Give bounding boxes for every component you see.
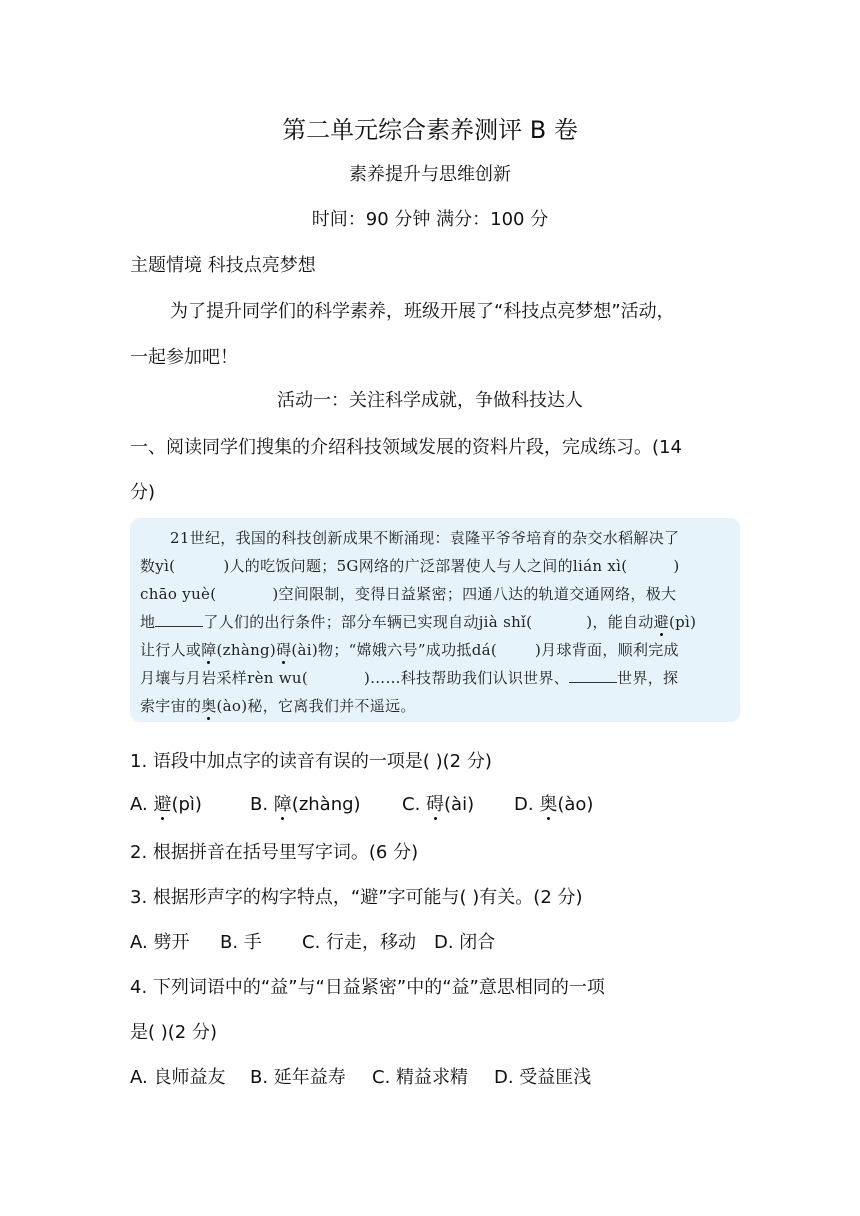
question-4-line-1: 4. 下列词语中的“益”与“日益紧密”中的“益”意思相同的一项: [130, 977, 605, 998]
passage-line: 月壤与月岩采样rèn wu( )……科技帮助我们认识世界、 世界，探: [140, 669, 679, 687]
fill-blank[interactable]: [155, 625, 203, 627]
question-3: 3. 根据形声字的构字特点，“避”字可能与( )有关。(2 分): [130, 887, 583, 908]
q1-option-d[interactable]: D. 奥(ào): [514, 794, 594, 815]
page-title: 第二单元综合素养测评 B 卷: [282, 116, 578, 144]
section-heading-line-2: 分): [130, 482, 156, 503]
passage-line: 让行人或障(zhàng)碍(ài)物；“嫦娥六号”成功抵dá( )月球背面，顺利完成: [140, 641, 679, 659]
page-subtitle: 素养提升与思维创新: [349, 164, 511, 185]
reading-passage: [130, 518, 740, 722]
q4-option-c[interactable]: C. 精益求精: [372, 1067, 469, 1088]
theme-line: 主题情境 科技点亮梦想: [130, 255, 316, 276]
intro-line-1: 为了提升同学们的科学素养，班级开展了“科技点亮梦想”活动，: [170, 301, 675, 322]
q1-option-b[interactable]: B. 障(zhàng): [250, 794, 361, 815]
q3-option-a[interactable]: A. 劈开: [130, 932, 190, 953]
passage-line: 21世纪，我国的科技创新成果不断涌现：袁隆平爷爷培育的杂交水稻解决了: [170, 529, 680, 547]
q4-option-b[interactable]: B. 延年益寿: [250, 1067, 346, 1088]
passage-line: chāo yuè( )空间限制，变得日益紧密；四通八达的轨道交通网络，极大: [140, 585, 677, 603]
q3-option-b[interactable]: B. 手: [220, 932, 262, 953]
question-1: 1. 语段中加点字的读音有误的一项是( )(2 分): [130, 751, 492, 772]
fill-blank[interactable]: [569, 681, 617, 683]
section-heading-line-1: 一、阅读同学们搜集的介绍科技领域发展的资料片段，完成练习。(14: [130, 437, 682, 458]
passage-line: 索宇宙的奥(ào)秘，它离我们并不遥远。: [140, 697, 416, 715]
question-2: 2. 根据拼音在括号里写字词。(6 分): [130, 842, 419, 863]
exam-meta: 时间：90 分钟 满分：100 分: [311, 209, 549, 230]
passage-line: 数yì( )人的吃饭问题；5G网络的广泛部署使人与人之间的lián xì( ): [140, 557, 680, 575]
q4-option-a[interactable]: A. 良师益友: [130, 1067, 226, 1088]
question-4-line-2: 是( )(2 分): [130, 1022, 217, 1043]
q4-option-d[interactable]: D. 受益匪浅: [494, 1067, 592, 1088]
q3-option-c[interactable]: C. 行走，移动: [302, 932, 417, 953]
intro-line-2: 一起参加吧！: [130, 347, 238, 368]
passage-line: 地 了人们的出行条件；部分车辆已实现自动jià shǐ( )，能自动避(pì): [140, 613, 697, 631]
q3-option-d[interactable]: D. 闭合: [434, 932, 496, 953]
activity-heading: 活动一：关注科学成就，争做科技达人: [277, 390, 583, 411]
q1-option-a[interactable]: A. 避(pì): [130, 794, 202, 815]
q1-option-c[interactable]: C. 碍(ài): [402, 794, 475, 815]
